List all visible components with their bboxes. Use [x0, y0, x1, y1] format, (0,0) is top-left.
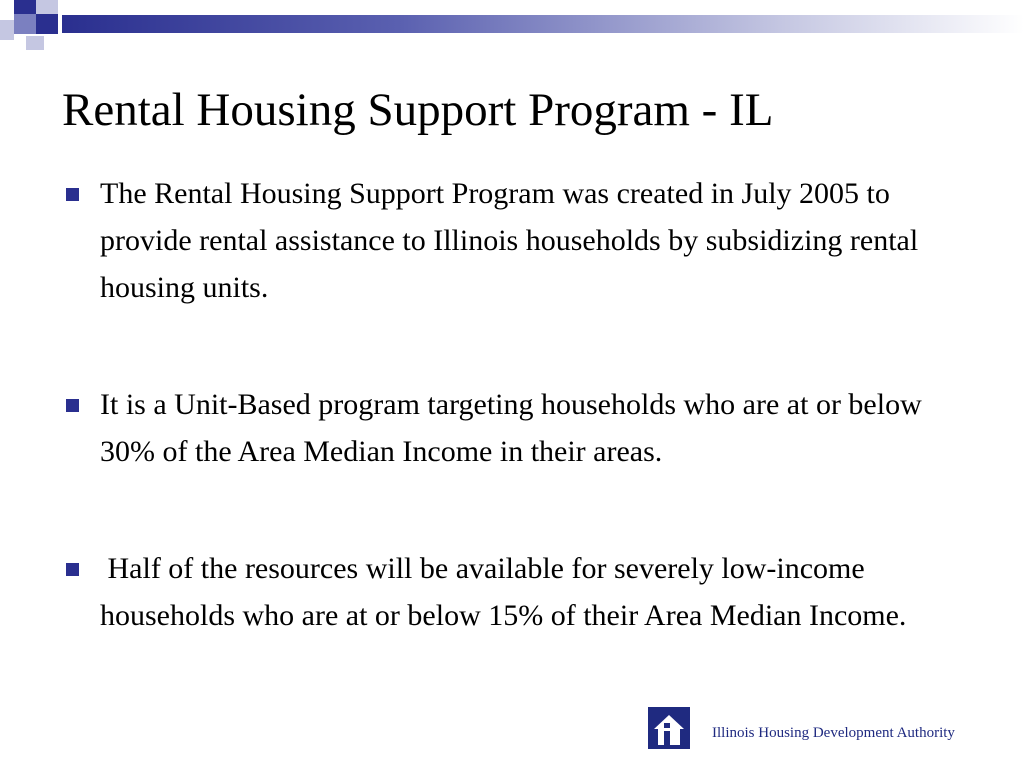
bullet-item — [62, 170, 982, 311]
square-bullet-icon — [66, 563, 79, 576]
organization-name: Illinois Housing Development Authority — [712, 725, 955, 741]
bullet-text: Half of the resources will be available for severely low-income households who are at or below 15% of their Area Median Income. — [100, 552, 907, 632]
ornament-square — [36, 0, 58, 14]
square-bullet-icon — [66, 399, 79, 412]
bullet-text: The Rental Housing Support Program was created in July 2005 to provide rental assistance to Illinois households by subsidizing rental housing units. — [100, 177, 919, 304]
bullet-list — [62, 170, 982, 639]
house-logo-icon — [648, 707, 690, 749]
square-bullet-icon — [66, 188, 79, 201]
slide-title: Rental Housing Support Program - IL — [62, 84, 774, 136]
ornament-square — [14, 14, 36, 34]
bullet-item — [62, 545, 982, 639]
bullet-text: It is a Unit-Based program targeting households who are at or below 30% of the Area Median Income in their areas. — [100, 388, 922, 468]
bullet-item — [62, 381, 982, 475]
header-gradient-bar — [62, 15, 1024, 33]
ornament-square — [14, 0, 36, 14]
ornament-square — [0, 20, 14, 40]
header-ornament — [0, 0, 1024, 60]
ornament-square — [36, 14, 58, 34]
ornament-square — [26, 36, 44, 50]
